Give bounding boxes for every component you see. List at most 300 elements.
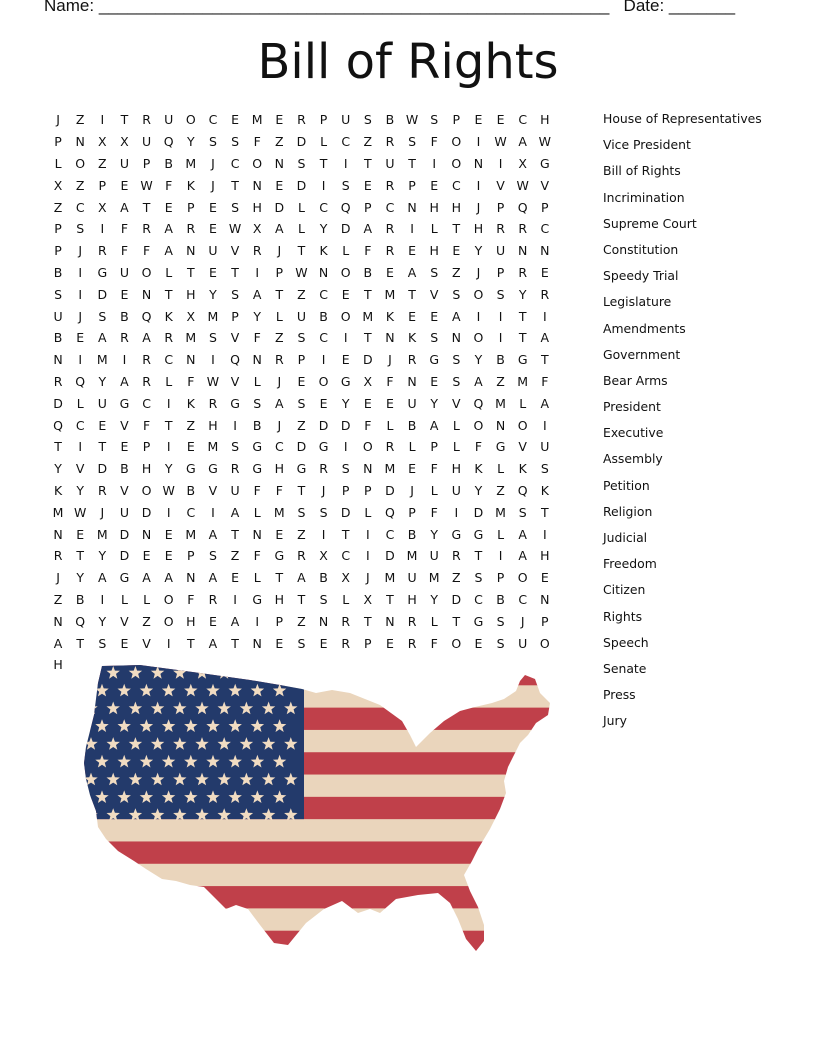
grid-letter[interactable]: H xyxy=(451,461,462,477)
grid-letter[interactable]: X xyxy=(120,134,129,150)
grid-letter[interactable]: Y xyxy=(319,221,328,237)
grid-letter[interactable]: F xyxy=(253,482,261,498)
grid-letter[interactable]: W xyxy=(538,134,551,150)
grid-letter[interactable]: H xyxy=(208,417,218,433)
grid-letter[interactable]: S xyxy=(231,134,240,150)
grid-letter[interactable]: B xyxy=(53,264,63,280)
grid-letter[interactable]: O xyxy=(340,264,351,280)
grid-letter[interactable]: F xyxy=(253,134,261,150)
grid-letter[interactable]: I xyxy=(343,155,348,171)
grid-letter[interactable]: A xyxy=(518,548,527,564)
grid-letter[interactable]: Q xyxy=(230,352,240,368)
grid-letter[interactable]: M xyxy=(384,570,396,586)
grid-letter[interactable]: P xyxy=(496,264,505,280)
grid-letter[interactable]: K xyxy=(164,308,173,324)
grid-letter[interactable]: E xyxy=(120,177,129,193)
grid-letter[interactable]: W xyxy=(295,264,308,280)
grid-letter[interactable]: Y xyxy=(209,286,217,302)
grid-letter[interactable]: W xyxy=(206,373,220,389)
grid-letter[interactable]: K xyxy=(385,308,395,324)
grid-letter[interactable]: A xyxy=(164,243,173,259)
grid-letter[interactable]: I xyxy=(100,221,105,237)
grid-letter[interactable]: R xyxy=(97,482,107,498)
grid-letter[interactable]: O xyxy=(252,155,263,171)
grid-letter[interactable]: Z xyxy=(496,373,505,389)
grid-letter[interactable]: O xyxy=(473,417,484,433)
grid-letter[interactable]: F xyxy=(430,504,438,520)
grid-letter[interactable]: L xyxy=(320,134,328,150)
grid-letter[interactable]: C xyxy=(385,199,395,215)
grid-letter[interactable]: I xyxy=(498,330,503,346)
grid-letter[interactable]: P xyxy=(142,155,151,171)
grid-letter[interactable]: E xyxy=(275,112,284,128)
grid-letter[interactable]: U xyxy=(53,308,63,324)
grid-letter[interactable]: J xyxy=(78,243,83,259)
grid-letter[interactable]: N xyxy=(540,591,550,607)
grid-letter[interactable]: S xyxy=(341,177,350,193)
grid-letter[interactable]: N xyxy=(252,352,262,368)
grid-letter[interactable]: S xyxy=(231,439,240,455)
grid-letter[interactable]: I xyxy=(498,155,503,171)
grid-letter[interactable]: P xyxy=(275,264,284,280)
grid-letter[interactable]: P xyxy=(142,439,151,455)
grid-letter[interactable]: L xyxy=(430,482,438,498)
grid-letter[interactable]: Z xyxy=(230,548,240,564)
grid-letter[interactable]: E xyxy=(474,112,483,128)
grid-letter[interactable]: T xyxy=(518,308,527,324)
grid-letter[interactable]: T xyxy=(319,155,328,171)
grid-letter[interactable]: R xyxy=(385,221,395,237)
grid-letter[interactable]: Y xyxy=(341,395,350,411)
grid-letter[interactable]: X xyxy=(518,155,527,171)
grid-letter[interactable]: H xyxy=(429,199,439,215)
grid-letter[interactable]: U xyxy=(540,439,550,455)
grid-letter[interactable]: L xyxy=(408,439,416,455)
grid-letter[interactable]: U xyxy=(341,112,351,128)
grid-letter[interactable]: I xyxy=(321,177,326,193)
grid-letter[interactable]: E xyxy=(430,177,439,193)
grid-letter[interactable]: P xyxy=(54,134,62,150)
grid-letter[interactable]: M xyxy=(251,112,263,128)
grid-letter[interactable]: E xyxy=(120,286,129,302)
grid-letter[interactable]: L xyxy=(430,221,438,237)
grid-letter[interactable]: L xyxy=(452,439,460,455)
grid-letter[interactable]: O xyxy=(75,155,86,171)
grid-letter[interactable]: H xyxy=(274,591,285,607)
grid-letter[interactable]: X xyxy=(341,570,350,586)
grid-letter[interactable]: A xyxy=(540,395,550,411)
grid-letter[interactable]: V xyxy=(429,286,439,302)
grid-letter[interactable]: B xyxy=(164,155,173,171)
grid-letter[interactable]: B xyxy=(363,264,373,280)
grid-letter[interactable]: C xyxy=(385,526,395,542)
grid-letter[interactable]: A xyxy=(474,373,483,389)
grid-letter[interactable]: A xyxy=(98,570,107,586)
grid-letter[interactable]: C xyxy=(75,199,85,215)
grid-letter[interactable]: O xyxy=(318,373,329,389)
grid-letter[interactable]: V xyxy=(120,417,129,433)
grid-letter[interactable]: U xyxy=(97,395,107,411)
grid-letter[interactable]: T xyxy=(54,439,62,455)
grid-letter[interactable]: B xyxy=(407,417,417,433)
grid-letter[interactable]: Q xyxy=(75,613,86,629)
grid-letter[interactable]: M xyxy=(96,526,108,542)
grid-letter[interactable]: E xyxy=(540,570,549,586)
grid-letter[interactable]: B xyxy=(319,308,328,324)
grid-letter[interactable]: S xyxy=(98,635,107,651)
grid-letter[interactable]: B xyxy=(319,570,328,586)
grid-letter[interactable]: I xyxy=(365,548,370,564)
grid-letter[interactable]: I xyxy=(78,286,83,302)
grid-letter[interactable]: B xyxy=(496,591,505,607)
grid-letter[interactable]: F xyxy=(430,635,438,651)
grid-letter[interactable]: G xyxy=(495,439,506,455)
grid-letter[interactable]: L xyxy=(143,591,151,607)
grid-letter[interactable]: L xyxy=(342,591,350,607)
grid-letter[interactable]: I xyxy=(166,439,171,455)
grid-letter[interactable]: G xyxy=(296,461,307,477)
grid-letter[interactable]: O xyxy=(141,482,152,498)
grid-letter[interactable]: R xyxy=(120,330,129,346)
grid-letter[interactable]: Z xyxy=(275,134,284,150)
grid-letter[interactable]: L xyxy=(120,591,128,607)
grid-letter[interactable]: S xyxy=(341,461,350,477)
grid-letter[interactable]: O xyxy=(163,613,174,629)
grid-letter[interactable]: I xyxy=(233,591,237,607)
grid-letter[interactable]: F xyxy=(430,134,438,150)
grid-letter[interactable]: G xyxy=(517,352,528,368)
grid-letter[interactable]: M xyxy=(495,395,506,411)
grid-letter[interactable]: Q xyxy=(340,199,351,215)
grid-letter[interactable]: D xyxy=(362,352,373,368)
grid-letter[interactable]: W xyxy=(494,134,507,150)
grid-letter[interactable]: R xyxy=(297,112,306,128)
grid-letter[interactable]: Y xyxy=(76,482,84,498)
grid-letter[interactable]: T xyxy=(363,155,372,171)
grid-letter[interactable]: E xyxy=(385,264,394,280)
grid-letter[interactable]: O xyxy=(362,439,373,455)
grid-letter[interactable]: S xyxy=(540,461,549,477)
grid-letter[interactable]: J xyxy=(410,482,414,498)
grid-letter[interactable]: T xyxy=(231,264,239,280)
grid-letter[interactable]: W xyxy=(516,177,529,193)
grid-letter[interactable]: R xyxy=(385,243,395,259)
grid-letter[interactable]: N xyxy=(385,330,395,346)
grid-letter[interactable]: E xyxy=(408,461,417,477)
grid-letter[interactable]: T xyxy=(518,330,527,346)
grid-letter[interactable]: T xyxy=(540,504,549,520)
grid-letter[interactable]: R xyxy=(142,221,151,237)
grid-letter[interactable]: H xyxy=(53,657,63,673)
grid-letter[interactable]: J xyxy=(365,570,370,586)
grid-letter[interactable]: I xyxy=(476,177,481,193)
grid-letter[interactable]: R xyxy=(164,330,174,346)
grid-letter[interactable]: F xyxy=(386,373,394,389)
grid-letter[interactable]: E xyxy=(430,373,439,389)
grid-letter[interactable]: N xyxy=(363,461,373,477)
grid-letter[interactable]: W xyxy=(74,504,87,520)
grid-letter[interactable]: B xyxy=(75,591,85,607)
grid-letter[interactable]: K xyxy=(53,482,63,498)
grid-letter[interactable]: L xyxy=(54,155,62,171)
grid-letter[interactable]: I xyxy=(454,504,459,520)
grid-letter[interactable]: A xyxy=(297,570,306,586)
grid-letter[interactable]: N xyxy=(141,286,152,302)
grid-letter[interactable]: R xyxy=(208,395,218,411)
grid-letter[interactable]: S xyxy=(430,264,439,280)
grid-letter[interactable]: L xyxy=(253,570,261,586)
grid-letter[interactable]: O xyxy=(185,112,196,128)
grid-letter[interactable]: I xyxy=(233,417,237,433)
grid-letter[interactable]: P xyxy=(496,199,505,215)
grid-letter[interactable]: Y xyxy=(430,526,438,542)
grid-letter[interactable]: S xyxy=(54,286,63,302)
grid-letter[interactable]: O xyxy=(451,155,462,171)
grid-letter[interactable]: I xyxy=(78,264,83,280)
grid-letter[interactable]: Y xyxy=(164,461,173,477)
grid-letter[interactable]: S xyxy=(297,155,306,171)
grid-letter[interactable]: X xyxy=(252,221,262,237)
grid-letter[interactable]: C xyxy=(518,591,528,607)
grid-letter[interactable]: P xyxy=(364,199,372,215)
grid-letter[interactable]: R xyxy=(407,613,417,629)
grid-letter[interactable]: U xyxy=(495,243,506,259)
grid-letter[interactable]: L xyxy=(519,395,527,411)
grid-letter[interactable]: M xyxy=(362,308,374,324)
grid-letter[interactable]: J xyxy=(277,417,282,433)
grid-letter[interactable]: A xyxy=(120,373,129,389)
grid-letter[interactable]: P xyxy=(408,504,416,520)
grid-letter[interactable]: H xyxy=(540,548,550,564)
grid-letter[interactable]: D xyxy=(340,504,351,520)
grid-letter[interactable]: Z xyxy=(75,177,85,193)
grid-letter[interactable]: B xyxy=(496,352,505,368)
grid-letter[interactable]: T xyxy=(363,330,372,346)
grid-letter[interactable]: Z xyxy=(186,417,196,433)
grid-letter[interactable]: P xyxy=(319,112,328,128)
grid-letter[interactable]: D xyxy=(473,504,484,520)
grid-letter[interactable]: U xyxy=(518,635,528,651)
grid-letter[interactable]: E xyxy=(408,243,417,259)
grid-letter[interactable]: J xyxy=(56,570,60,586)
grid-letter[interactable]: T xyxy=(275,570,284,586)
grid-letter[interactable]: G xyxy=(185,461,196,477)
grid-letter[interactable]: J xyxy=(78,308,83,324)
grid-letter[interactable]: A xyxy=(164,221,173,237)
grid-letter[interactable]: S xyxy=(231,199,240,215)
grid-letter[interactable]: H xyxy=(429,243,439,259)
grid-letter[interactable]: C xyxy=(319,330,328,346)
grid-letter[interactable]: B xyxy=(385,112,395,128)
grid-letter[interactable]: G xyxy=(252,461,263,477)
grid-letter[interactable]: S xyxy=(363,112,372,128)
grid-letter[interactable]: V xyxy=(452,395,461,411)
grid-letter[interactable]: C xyxy=(319,286,328,302)
grid-letter[interactable]: O xyxy=(517,570,528,586)
grid-letter[interactable]: Y xyxy=(430,591,438,607)
grid-letter[interactable]: E xyxy=(496,112,505,128)
grid-letter[interactable]: K xyxy=(186,177,195,193)
grid-letter[interactable]: F xyxy=(120,221,129,237)
grid-letter[interactable]: P xyxy=(364,635,372,651)
grid-letter[interactable]: N xyxy=(252,526,262,542)
grid-letter[interactable]: Y xyxy=(474,243,483,259)
grid-letter[interactable]: Z xyxy=(98,155,107,171)
grid-letter[interactable]: A xyxy=(53,635,63,651)
grid-letter[interactable]: E xyxy=(76,330,85,346)
grid-letter[interactable]: M xyxy=(185,526,197,542)
grid-letter[interactable]: S xyxy=(496,286,505,302)
grid-letter[interactable]: C xyxy=(75,417,85,433)
grid-letter[interactable]: J xyxy=(388,352,392,368)
grid-letter[interactable]: O xyxy=(451,134,462,150)
grid-letter[interactable]: Z xyxy=(75,112,85,128)
grid-letter[interactable]: K xyxy=(518,461,527,477)
grid-letter[interactable]: T xyxy=(452,613,461,629)
grid-letter[interactable]: H xyxy=(407,591,417,607)
grid-letter[interactable]: F xyxy=(253,330,261,346)
grid-letter[interactable]: Y xyxy=(474,352,483,368)
grid-letter[interactable]: B xyxy=(120,308,129,324)
grid-letter[interactable]: J xyxy=(211,155,215,171)
grid-letter[interactable]: R xyxy=(53,373,63,389)
grid-letter[interactable]: A xyxy=(208,526,218,542)
grid-letter[interactable]: Y xyxy=(54,461,62,477)
grid-letter[interactable]: N xyxy=(407,199,417,215)
grid-letter[interactable]: S xyxy=(408,134,417,150)
grid-letter[interactable]: S xyxy=(297,330,306,346)
grid-letter[interactable]: D xyxy=(385,548,395,564)
grid-letter[interactable]: B xyxy=(53,330,63,346)
grid-letter[interactable]: P xyxy=(541,613,549,629)
grid-letter[interactable]: A xyxy=(208,570,218,586)
grid-letter[interactable]: E xyxy=(98,417,107,433)
grid-letter[interactable]: R xyxy=(518,221,528,237)
grid-letter[interactable]: E xyxy=(341,352,350,368)
grid-letter[interactable]: J xyxy=(100,504,105,520)
grid-letter[interactable]: B xyxy=(120,461,129,477)
grid-letter[interactable]: C xyxy=(142,395,151,411)
grid-letter[interactable]: J xyxy=(277,243,282,259)
grid-letter[interactable]: I xyxy=(255,613,260,629)
grid-letter[interactable]: V xyxy=(496,177,505,193)
grid-letter[interactable]: U xyxy=(208,243,218,259)
grid-letter[interactable]: R xyxy=(540,286,550,302)
grid-letter[interactable]: Q xyxy=(517,482,528,498)
grid-letter[interactable]: S xyxy=(452,352,461,368)
grid-letter[interactable]: F xyxy=(253,548,261,564)
grid-letter[interactable]: W xyxy=(405,112,419,128)
grid-letter[interactable]: U xyxy=(119,155,130,171)
grid-letter[interactable]: K xyxy=(407,330,417,346)
grid-letter[interactable]: P xyxy=(187,548,195,564)
grid-letter[interactable]: R xyxy=(496,221,505,237)
grid-letter[interactable]: E xyxy=(186,439,195,455)
grid-letter[interactable]: U xyxy=(451,482,461,498)
grid-letter[interactable]: H xyxy=(252,199,262,215)
grid-letter[interactable]: S xyxy=(452,373,461,389)
grid-letter[interactable]: E xyxy=(319,395,328,411)
grid-letter[interactable]: P xyxy=(187,199,195,215)
grid-letter[interactable]: N xyxy=(407,373,417,389)
grid-letter[interactable]: W xyxy=(162,482,175,498)
grid-letter[interactable]: Y xyxy=(430,395,438,411)
grid-letter[interactable]: C xyxy=(518,112,528,128)
grid-letter[interactable]: C xyxy=(186,504,196,520)
grid-letter[interactable]: H xyxy=(540,112,550,128)
grid-letter[interactable]: G xyxy=(274,548,285,564)
grid-letter[interactable]: M xyxy=(273,504,285,520)
grid-letter[interactable]: T xyxy=(408,155,416,171)
grid-letter[interactable]: R xyxy=(97,243,107,259)
grid-letter[interactable]: I xyxy=(100,112,105,128)
grid-letter[interactable]: E xyxy=(164,526,173,542)
grid-letter[interactable]: E xyxy=(231,570,240,586)
grid-letter[interactable]: F xyxy=(187,373,195,389)
grid-letter[interactable]: A xyxy=(363,221,373,237)
grid-letter[interactable]: I xyxy=(476,308,481,324)
grid-letter[interactable]: D xyxy=(340,221,351,237)
grid-letter[interactable]: M xyxy=(384,461,396,477)
grid-letter[interactable]: L xyxy=(253,504,261,520)
grid-letter[interactable]: M xyxy=(207,308,219,324)
grid-letter[interactable]: E xyxy=(430,308,439,324)
grid-letter[interactable]: O xyxy=(451,635,462,651)
grid-letter[interactable]: I xyxy=(343,330,348,346)
grid-letter[interactable]: A xyxy=(407,264,417,280)
grid-letter[interactable]: P xyxy=(341,482,350,498)
grid-letter[interactable]: P xyxy=(408,177,416,193)
grid-letter[interactable]: B xyxy=(252,417,262,433)
grid-letter[interactable]: P xyxy=(54,243,62,259)
grid-letter[interactable]: I xyxy=(166,395,171,411)
grid-letter[interactable]: P xyxy=(452,112,461,128)
grid-letter[interactable]: M xyxy=(406,548,418,564)
grid-letter[interactable]: E xyxy=(363,177,372,193)
grid-letter[interactable]: E xyxy=(120,635,129,651)
grid-letter[interactable]: I xyxy=(542,526,547,542)
grid-letter[interactable]: T xyxy=(231,526,239,542)
grid-letter[interactable]: S xyxy=(253,395,262,411)
grid-letter[interactable]: X xyxy=(53,177,63,193)
grid-letter[interactable]: E xyxy=(208,221,217,237)
grid-letter[interactable]: G xyxy=(119,570,130,586)
grid-letter[interactable]: Y xyxy=(253,308,261,324)
grid-letter[interactable]: N xyxy=(186,243,196,259)
grid-letter[interactable]: J xyxy=(476,264,481,280)
grid-letter[interactable]: P xyxy=(430,439,438,455)
grid-letter[interactable]: I xyxy=(122,352,127,368)
grid-letter[interactable]: N xyxy=(53,613,63,629)
grid-letter[interactable]: D xyxy=(53,395,63,411)
grid-letter[interactable]: I xyxy=(78,439,83,455)
grid-letter[interactable]: T xyxy=(408,286,416,302)
grid-letter[interactable]: T xyxy=(474,548,483,564)
grid-letter[interactable]: E xyxy=(385,635,394,651)
grid-letter[interactable]: T xyxy=(231,635,239,651)
grid-letter[interactable]: V xyxy=(120,613,129,629)
grid-letter[interactable]: G xyxy=(539,155,550,171)
grid-letter[interactable]: L xyxy=(497,526,505,542)
grid-letter[interactable]: D xyxy=(385,482,395,498)
grid-letter[interactable]: I xyxy=(166,504,171,520)
grid-letter[interactable]: Z xyxy=(452,570,461,586)
grid-letter[interactable]: U xyxy=(164,112,174,128)
grid-letter[interactable]: N xyxy=(53,526,63,542)
grid-letter[interactable]: E xyxy=(474,635,483,651)
grid-letter[interactable]: N xyxy=(53,352,63,368)
grid-letter[interactable]: O xyxy=(340,308,351,324)
